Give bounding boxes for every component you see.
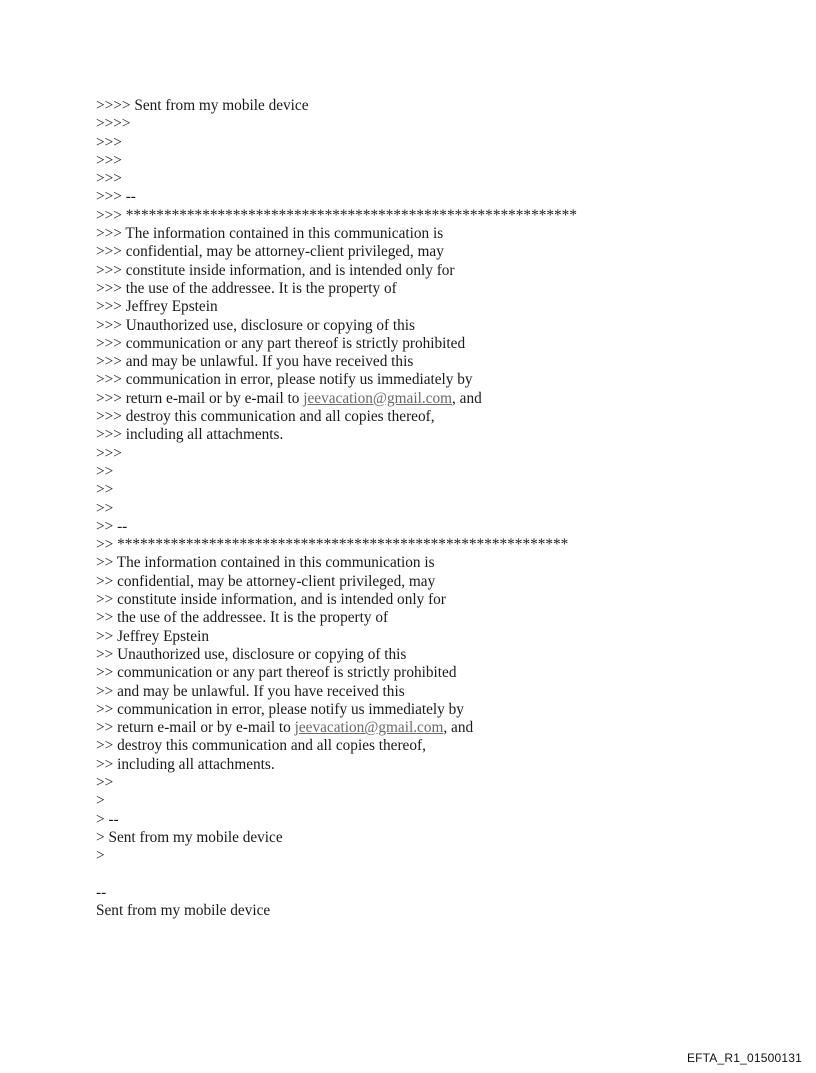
email-line	[96, 792, 736, 810]
email-line-text: >> the use of the addressee. It is the property of	[96, 609, 389, 627]
email-line-text: >>> return e-mail or by e-mail to	[96, 389, 304, 407]
email-line	[96, 683, 736, 701]
email-line	[96, 317, 736, 335]
email-line	[96, 371, 736, 389]
email-line-text: >>> confidential, may be attorney-client privileged, may	[96, 243, 444, 261]
document-id: EFTA_R1_01500131	[686, 1051, 802, 1065]
email-line-text: >> and may be unlawful. If you have received this	[96, 682, 405, 700]
email-line	[96, 628, 736, 646]
email-line-text: > --	[96, 810, 119, 828]
email-line-text: >>> destroy this communication and all copies thereof,	[96, 408, 435, 426]
email-line-text: >	[96, 792, 105, 810]
email-line	[96, 97, 736, 115]
email-line-text: >> The information contained in this communication is	[96, 554, 435, 572]
email-line	[96, 481, 736, 499]
email-line	[96, 701, 736, 719]
email-line-text: >>> and may be unlawful. If you have received this	[96, 353, 414, 371]
email-line	[96, 262, 736, 280]
email-line-text: >>	[96, 499, 114, 517]
email-line	[96, 737, 736, 755]
email-line	[96, 115, 736, 133]
email-line	[96, 829, 736, 847]
email-line	[96, 170, 736, 188]
email-line-text: >> ***********************************************************	[96, 536, 569, 554]
email-line	[96, 646, 736, 664]
email-line-text: >>> The information contained in this communication is	[96, 225, 444, 243]
email-line	[96, 188, 736, 206]
email-line-text: >> communication in error, please notify us immediately by	[96, 700, 464, 718]
email-line	[96, 609, 736, 627]
email-line-text: >>>	[96, 170, 122, 188]
email-line	[96, 518, 736, 536]
email-line-text: > Sent from my mobile device	[96, 828, 283, 846]
email-line	[96, 554, 736, 572]
email-line	[96, 865, 736, 883]
email-line	[96, 719, 736, 737]
email-line	[96, 335, 736, 353]
email-line	[96, 774, 736, 792]
email-address-link[interactable]: jeevacation@gmail.com	[294, 719, 444, 737]
email-line-text: >> including all attachments.	[96, 755, 275, 773]
email-line-text-after: , and	[452, 389, 482, 407]
email-line-text: >>> communication in error, please notify us immediately by	[96, 371, 473, 389]
email-address-link[interactable]: jeevacation@gmail.com	[303, 389, 452, 407]
email-line-text: >> constitute inside information, and is intended only for	[96, 591, 446, 609]
email-line	[96, 591, 736, 609]
email-line	[96, 408, 736, 426]
email-line-text: >>> ***********************************************************	[96, 206, 577, 224]
email-line-text: >> confidential, may be attorney-client privileged, may	[96, 572, 436, 590]
email-line-text: >>> constitute inside information, and is intended only for	[96, 261, 455, 279]
email-line-text: >>	[96, 462, 114, 480]
email-line	[96, 445, 736, 463]
email-line	[96, 463, 736, 481]
email-line	[96, 664, 736, 682]
email-line-text: >>	[96, 481, 114, 499]
email-line	[96, 298, 736, 316]
email-line	[96, 884, 736, 902]
email-line-text: >> return e-mail or by e-mail to	[96, 719, 295, 737]
email-line-text: >>>	[96, 444, 122, 462]
email-line-text: >> communication or any part thereof is strictly prohibited	[96, 664, 457, 682]
email-body	[96, 97, 736, 920]
email-line-text: >>>>	[96, 115, 131, 133]
email-line-text: >> Jeffrey Epstein	[96, 627, 209, 645]
email-line-text: >>> --	[96, 188, 136, 206]
email-line	[96, 847, 736, 865]
email-line-text: >> --	[96, 517, 128, 535]
email-line	[96, 811, 736, 829]
email-line	[96, 353, 736, 371]
email-line	[96, 536, 736, 554]
email-line-text-after: , and	[443, 719, 474, 737]
email-line	[96, 207, 736, 225]
email-line-text: >> Unauthorized use, disclosure or copying of this	[96, 645, 407, 663]
email-line-text: Sent from my mobile device	[96, 902, 271, 920]
email-line-text: >>> Jeffrey Epstein	[96, 298, 218, 316]
email-line-text: >>>	[96, 151, 122, 169]
email-line	[96, 573, 736, 591]
email-line	[96, 756, 736, 774]
email-line-text: >>	[96, 773, 114, 791]
email-line-text: >>>> Sent from my mobile device	[96, 97, 309, 114]
email-line	[96, 426, 736, 444]
email-line-text: >> destroy this communication and all copies thereof,	[96, 737, 426, 755]
email-line-text: --	[96, 883, 107, 901]
email-line-text: >>> including all attachments.	[96, 426, 284, 444]
email-line-text: >>> Unauthorized use, disclosure or copying of this	[96, 316, 416, 334]
email-line-text: >	[96, 847, 105, 865]
email-line-text: >>> communication or any part thereof is strictly prohibited	[96, 334, 466, 352]
email-line	[96, 280, 736, 298]
email-line	[96, 243, 736, 261]
email-line	[96, 500, 736, 518]
email-line-text: >>>	[96, 133, 122, 151]
email-line	[96, 225, 736, 243]
email-line	[96, 152, 736, 170]
email-line	[96, 390, 736, 408]
email-line	[96, 902, 736, 920]
email-line	[96, 134, 736, 152]
email-line-text: >>> the use of the addressee. It is the property of	[96, 279, 397, 297]
